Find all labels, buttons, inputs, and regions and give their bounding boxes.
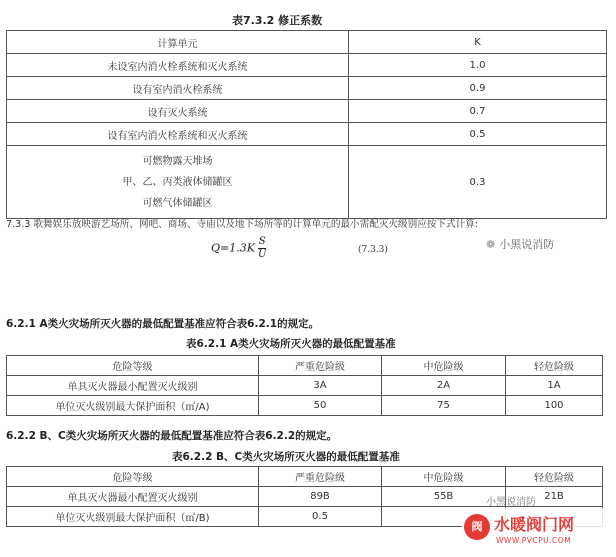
header-cell: 中危险级 (382, 356, 506, 376)
unit-cell: 未设室内消火栓系统和灭火系统 (7, 54, 349, 77)
watermark-label: 小黑说消防 (499, 238, 555, 251)
header-cell: 严重危险级 (259, 356, 382, 376)
value-cell: 21B (506, 487, 603, 507)
header-cell: 计算单元 (7, 31, 349, 54)
table-header-row (7, 467, 603, 487)
table-row (7, 54, 607, 77)
formula-denominator: U (257, 249, 267, 260)
row-label: 单具灭火器最小配置灭火级别 (7, 487, 259, 507)
watermark-site-name: 水暖阀门网 (494, 515, 575, 534)
table-title: 表7.3.2 修正系数 (232, 14, 323, 27)
value-cell: 0.5 (259, 507, 382, 527)
clause-7-3-3: 7.3.3 歌舞娱乐放映游艺场所、网吧、商场、寺庙以及地下场所等的计算单元的最小需配灭火级别应按下式计算: (6, 219, 479, 230)
header-cell: 危险等级 (7, 467, 259, 487)
table-row (7, 396, 603, 416)
formula-fraction (258, 236, 266, 261)
header-cell: 严重危险级 (259, 467, 382, 487)
unit-line: 可燃气体储罐区 (142, 197, 213, 209)
table-row (7, 146, 607, 219)
row-label: 单具灭火器最小配置灭火级别 (7, 376, 259, 396)
formula-number: (7.3.3) (358, 245, 388, 255)
class-a-table (6, 355, 603, 416)
k-cell: 0.7 (349, 100, 607, 123)
value-cell: 1A (506, 376, 603, 396)
header-cell: 轻危险级 (506, 467, 603, 487)
unit-cell-multiline (7, 146, 349, 219)
unit-line: 可燃物露天堆场 (142, 155, 213, 167)
value-cell: 75 (382, 396, 506, 416)
value-cell: 2A (382, 376, 506, 396)
unit-line: 甲、乙、丙类液体储罐区 (122, 176, 233, 188)
watermark-small-label: 小黑说消防 (486, 497, 536, 508)
section-heading-6-2-1: 6.2.1 A类火灾场所灭火器的最低配置基准应符合表6.2.1的规定。 (6, 318, 320, 330)
k-cell: 0.9 (349, 77, 607, 100)
value-cell: 100 (506, 396, 603, 416)
formula (211, 236, 266, 261)
section-heading-6-2-2: 6.2.2 B、C类火灾场所灭火器的最低配置基准应符合表6.2.2的规定。 (6, 430, 338, 442)
header-cell: 中危险级 (382, 467, 506, 487)
watermark-url: WWW.PVCPU.COM (496, 536, 572, 545)
header-cell: 危险等级 (7, 356, 259, 376)
formula-lhs: Q=1.3K (211, 241, 255, 255)
value-cell: 3A (259, 376, 382, 396)
table-row (7, 77, 607, 100)
unit-cell: 设有室内消火栓系统和灭火系统 (7, 123, 349, 146)
value-cell: 50 (259, 396, 382, 416)
table-header-row (7, 356, 603, 376)
unit-cell: 设有室内消火栓系统 (7, 77, 349, 100)
header-cell: 轻危险级 (506, 356, 603, 376)
unit-cell: 设有灭火系统 (7, 100, 349, 123)
watermark-2-small (486, 490, 536, 509)
table-row (7, 100, 607, 123)
formula-numerator: S (258, 236, 266, 247)
k-cell: 0.3 (349, 146, 607, 219)
row-label: 单位灭火级别最大保护面积（㎡/A) (7, 396, 259, 416)
correction-factor-table (6, 30, 607, 219)
k-cell: 0.5 (349, 123, 607, 146)
chat-bubble-icon: ❁ (486, 237, 496, 251)
watermark-1 (486, 236, 554, 252)
header-cell: K (349, 31, 607, 54)
table-row (7, 123, 607, 146)
table-header-row (7, 31, 607, 54)
table-row (7, 376, 603, 396)
k-cell: 1.0 (349, 54, 607, 77)
valve-logo-icon: 阀 (464, 514, 490, 540)
row-label: 单位灭火级别最大保护面积（㎡/B) (7, 507, 259, 527)
table-title: 表6.2.2 B、C类火灾场所灭火器的最低配置基准 (172, 451, 400, 463)
table-title: 表6.2.1 A类火灾场所灭火器的最低配置基准 (186, 338, 396, 350)
value-cell: 89B (259, 487, 382, 507)
value-cell: 55B (382, 487, 506, 507)
watermark-2 (462, 508, 612, 554)
